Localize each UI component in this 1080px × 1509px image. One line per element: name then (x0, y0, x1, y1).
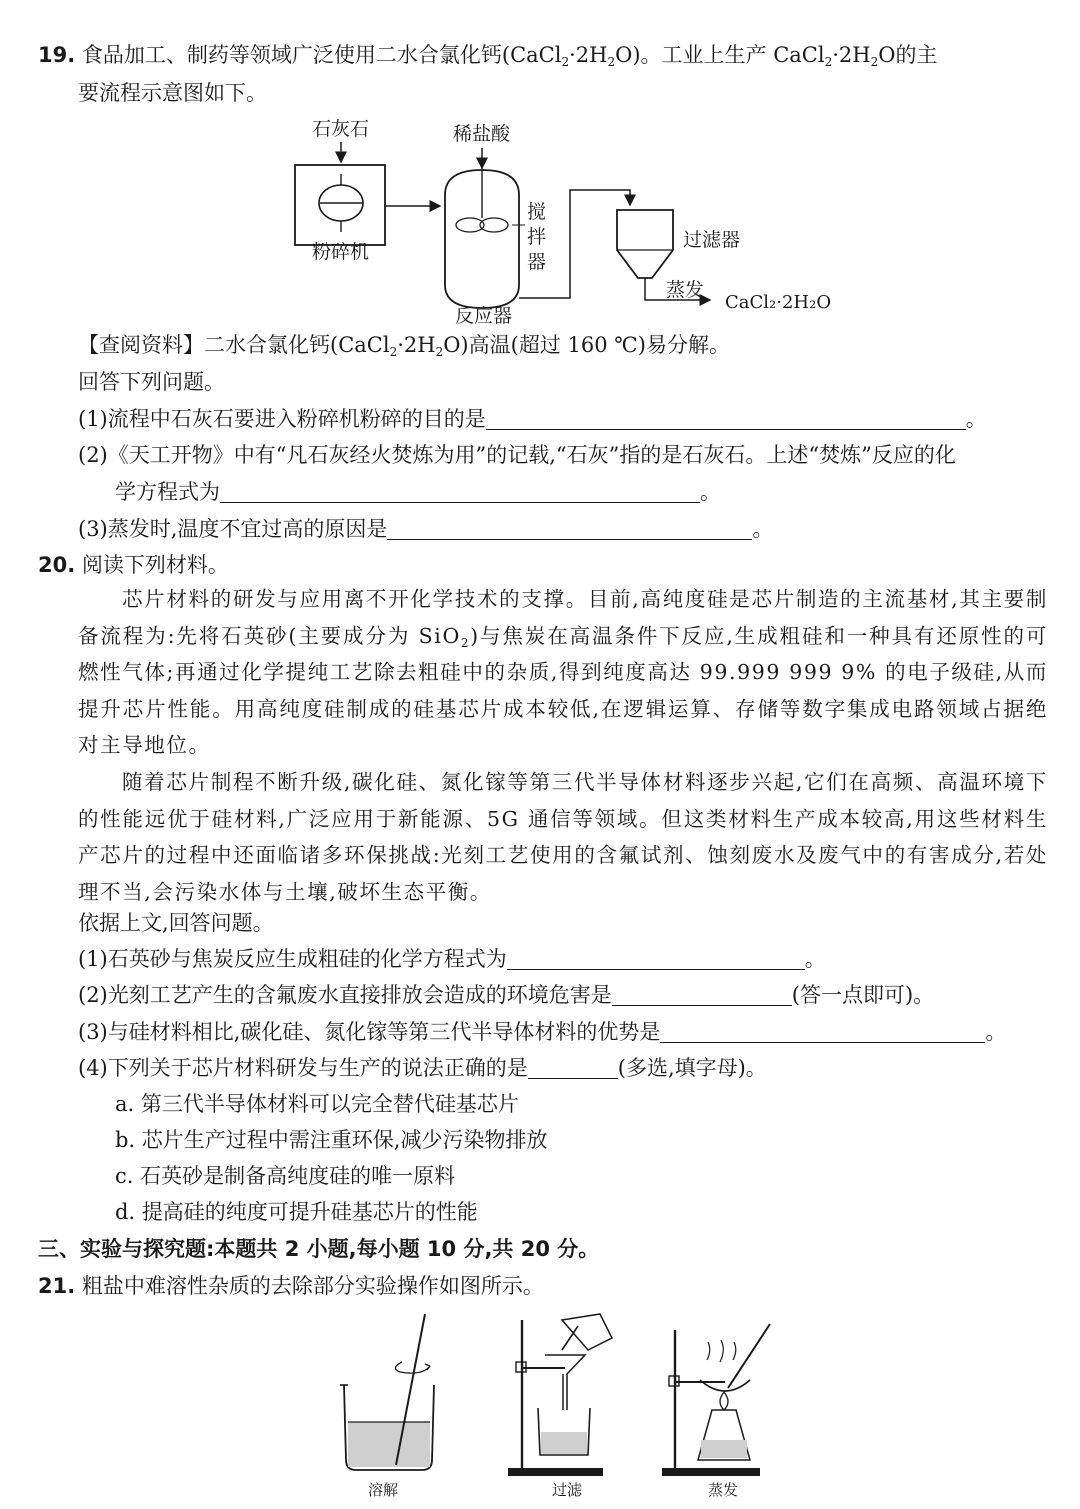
dissolve-figure (340, 1314, 434, 1470)
q19-reference: 【查阅资料】二水合氯化钙$(CaCl_2\cdot 2H_2O)$高温(超过 160 ℃)易分解。 (78, 333, 730, 359)
q20-sub4: (4)下列关于芯片材料研发与生产的说法正确的是 (多选,填字母)。 (78, 1056, 767, 1080)
q21-line: 21. 粗盐中难溶性杂质的去除部分实验操作如图所示。 (38, 1274, 544, 1298)
diagram-acid-label: 稀盐酸 (453, 123, 511, 145)
q19-sub2-answer-blank[interactable] (220, 480, 700, 503)
diagram-limestone-label: 石灰石 (312, 118, 370, 140)
crusher-box (295, 165, 385, 245)
label-filtration: 过滤 (552, 1481, 583, 1499)
q21-experiment-figures (330, 1310, 790, 1505)
q20-option-c: c. 石英砂是制备高纯度硅的唯一原料 (115, 1164, 456, 1188)
q19-intro-line2: 要流程示意图如下。 (78, 81, 267, 105)
q20-sub4-answer-blank[interactable] (528, 1056, 618, 1079)
filter-unit (617, 210, 673, 278)
q19-sub3: (3)蒸发时,温度不宜过高的原因是 。 (78, 517, 774, 541)
q20-sub2-answer-blank[interactable] (612, 983, 792, 1006)
q20-option-b: b. 芯片生产过程中需注重环保,减少污染物排放 (115, 1128, 548, 1152)
diagram-stirrer-3: 器 (527, 251, 547, 273)
q20-sub2: (2)光刻工艺产生的含氟废水直接排放会造成的环境危害是 (答一点即可)。 (78, 983, 935, 1007)
q19-intro-line1: 19. 食品加工、制药等领域广泛使用二水合氯化钙$(CaCl_2\cdot 2H_2O)$。工业上生产 $CaCl_2\cdot 2H_2O$的主 (38, 43, 938, 69)
q20-sub1: (1)石英砂与焦炭反应生成粗硅的化学方程式为 。 (78, 947, 826, 971)
label-evaporation: 蒸发 (708, 1481, 739, 1499)
diagram-stirrer-1: 搅 (527, 201, 547, 223)
q20-option-d: d. 提高硅的纯度可提升硅基芯片的性能 (115, 1200, 478, 1224)
q19-sub3-answer-blank[interactable] (387, 517, 752, 540)
diagram-product-label: CaCl₂·2H₂O (725, 292, 832, 313)
section3-heading: 三、实验与探究题:本题共 2 小题,每小题 10 分,共 20 分。 (38, 1237, 600, 1261)
q20-number: 20 (38, 553, 68, 577)
q19-number: 19 (38, 43, 68, 67)
diagram-crusher-label: 粉碎机 (312, 241, 370, 263)
q19-instruction: 回答下列问题。 (78, 370, 225, 394)
q20-paragraph-2: 随着芯片制程不断升级,碳化硅、氮化镓等第三代半导体材料逐步兴起,它们在高频、高温环境下的性能远优于硅材料,广泛应用于新能源、5G 通信等领域。但这类材料生产成本较高,用这些材料生产芯片的过程中还面临诸多环保挑战:光刻工艺使用的含氟试剂、蚀刻废水及废气中的有害成分,若处理不当,会污染水体与土壤,破坏生态平衡。 (78, 770, 1048, 904)
diagram-evaporate-label: 蒸发 (666, 279, 705, 301)
diagram-stirrer-2: 拌 (527, 226, 547, 248)
q20-title-line: 20. 阅读下列材料。 (38, 553, 229, 577)
q21-number: 21 (38, 1274, 68, 1298)
filtration-figure (508, 1314, 612, 1476)
diagram-reactor-label: 反应器 (455, 305, 513, 327)
q20-option-a: a. 第三代半导体材料可以完全替代硅基芯片 (115, 1092, 519, 1116)
diagram-filter-label: 过滤器 (683, 229, 741, 251)
q20-sub3-answer-blank[interactable] (660, 1020, 985, 1043)
q20-instruction: 依据上文,回答问题。 (78, 911, 274, 935)
evaporation-figure (662, 1324, 770, 1476)
q19-sub1-answer-blank[interactable] (486, 407, 966, 430)
q19-sub2-line2: 学方程式为 。 (115, 480, 721, 504)
q20-sub1-answer-blank[interactable] (507, 947, 805, 970)
q19-sub2-line1: (2)《天工开物》中有“凡石灰经火焚炼为用”的记载,“石灰”指的是石灰石。上述“焚炼”反应的化 (78, 443, 956, 467)
q20-sub3: (3)与硅材料相比,碳化硅、氮化镓等第三代半导体材料的优势是 。 (78, 1020, 1007, 1044)
label-dissolve: 溶解 (368, 1481, 399, 1499)
q20-paragraph-1: 芯片材料的研发与应用离不开化学技术的支撑。目前,高纯度硅是芯片制造的主流基材,其主要制备流程为:先将石英砂(主要成分为 SiO$_2$)与焦炭在高温条件下反应,生成粗硅和一种具有还原性的可燃性气体;再通过化学提纯工艺除去粗硅中的杂质,得到纯度高达 99.999 999 9% 的电子级硅,从而提升芯片性能。用高纯度硅制成的硅基芯片成本较低,在逻辑运算、存储等数字集成电路领域占据绝对主导地位。 (78, 587, 1049, 757)
q19-flow-diagram (280, 110, 840, 330)
q19-sub1: (1)流程中石灰石要进入粉碎机粉碎的目的是 。 (78, 407, 987, 431)
